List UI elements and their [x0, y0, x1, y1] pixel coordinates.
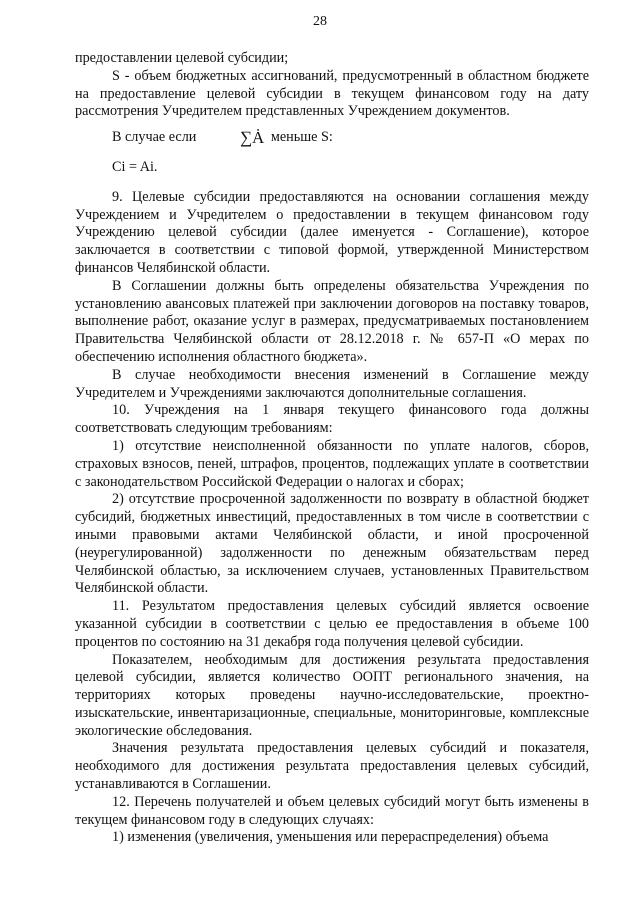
paragraph: Показателем, необходимым для достижения результата предоставления целевой субсидии, является количество ООПТ регионального значения, на территориях которых проведены научно-исследовательские, проектно-изыскательские, инвентаризационные, специальные, мониторинговые, комплексные экологические обследования.	[75, 651, 589, 739]
sum-formula: ∑Ȧ	[239, 128, 265, 148]
paragraph-condition	[75, 129, 589, 147]
paragraph: 11. Результатом предоставления целевых субсидий является освоение указанной субсидии в соответствии с целью ее предоставления в объеме 100 процентов по состоянию на 31 декабря года получения целевой субсидии.	[75, 598, 589, 650]
paragraph: 1) изменения (увеличения, уменьшения или перераспределения) объема	[112, 829, 549, 846]
condition-text-after: меньше S:	[270, 129, 333, 146]
paragraph: Значения результата предоставления целевых субсидий и показателя, необходимого для достижения результата предоставления целевых субсидий, устанавливаются в Соглашении.	[75, 740, 589, 793]
paragraph: S - объем бюджетных ассигнований, предусмотренный в областном бюджете на предоставление целевой субсидии в текущем финансовом году на дату рассмотрения Учредителем представленных Учреждением документов.	[75, 67, 589, 120]
paragraph: 2) отсутствие просроченной задолженности по возврату в областной бюджет субсидий, бюджетных инвестиций, предоставленных в том числе в соответствии с иными правовыми актами Челябинской области, и иной просроченной (неурегулированной) задолженности по денежным обязательствам перед Челябинской областью, за исключением случаев, установленных Правительством Челябинской области.	[75, 491, 589, 597]
formula-line: Ci = Ai.	[112, 158, 158, 175]
paragraph: предоставлении целевой субсидии;	[75, 50, 289, 66]
paragraph: В случае необходимости внесения изменений в Соглашение между Учредителем и Учреждениями заключаются дополнительные соглашения.	[75, 366, 589, 401]
paragraph: 1) отсутствие неисполненной обязанности по уплате налогов, сборов, страховых взносов, пеней, штрафов, процентов, подлежащих уплате в соответствии с законодательством Российской Федерации о налогах и сборах;	[75, 437, 589, 490]
document-body	[75, 50, 589, 847]
paragraph: 9. Целевые субсидии предоставляются на основании соглашения между Учреждением и Учредителем о предоставлении в текущем финансовом году Учреждению целевой субсидии (далее именуется - Соглашение), которое заключается в соответствии с типовой формой, утвержденной Министерством финансов Челябинской области.	[75, 188, 589, 276]
page-number: 28	[313, 14, 327, 29]
paragraph: 12. Перечень получателей и объем целевых субсидий могут быть изменены в текущем финансовом году в следующих случаях:	[75, 793, 589, 828]
paragraph: В Соглашении должны быть определены обязательства Учреждения по установлению авансовых платежей при заключении договоров на поставку товаров, выполнение работ, оказание услуг в размерах, предусматриваемых постановлением Правительства Челябинской области от 28.12.2018 г. № 657-П «О мерах по обеспечению исполнения областного бюджета».	[75, 277, 589, 365]
paragraph: 10. Учреждения на 1 января текущего финансового года должны соответствовать следующим требованиям:	[75, 402, 589, 437]
condition-text-before: В случае если	[112, 129, 197, 146]
